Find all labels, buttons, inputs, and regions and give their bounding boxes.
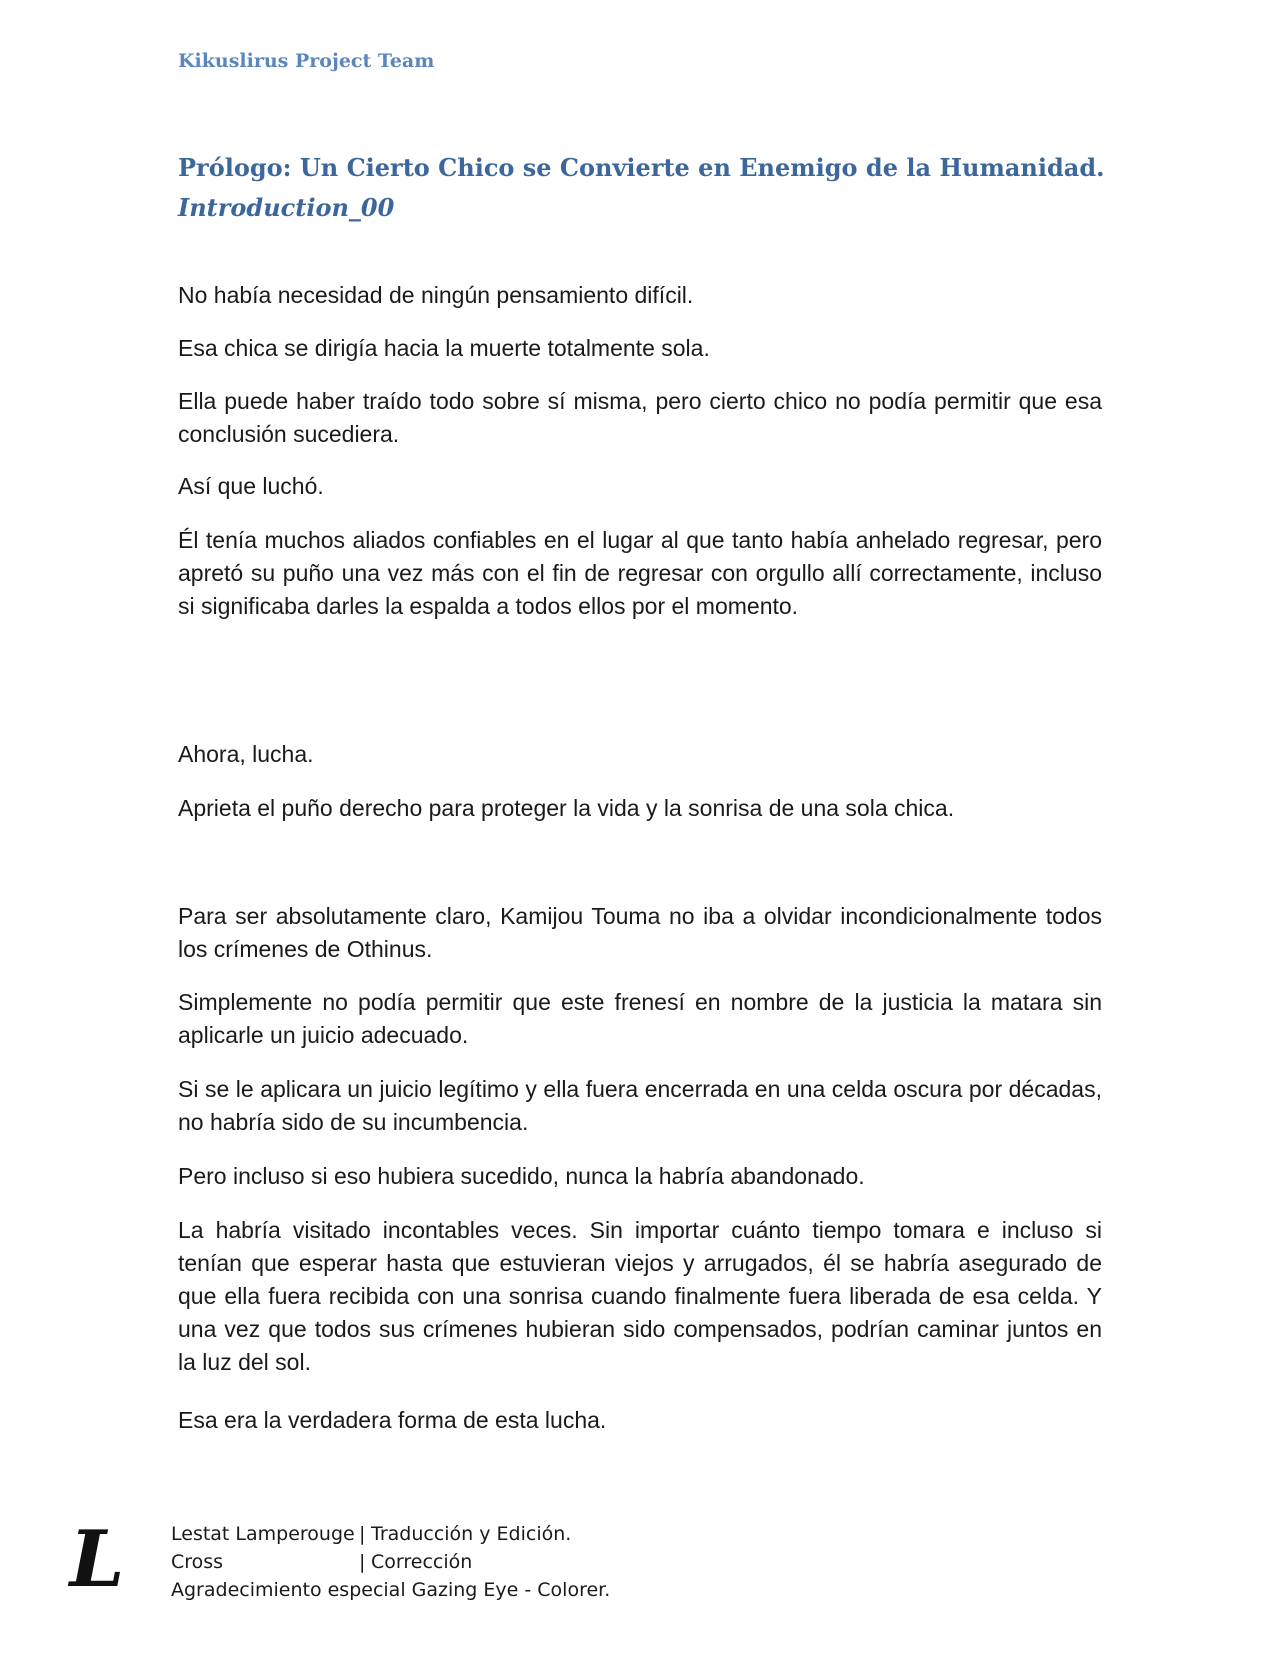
paragraph: Aprieta el puño derecho para proteger la vida y la sonrisa de una sola chica. bbox=[178, 795, 955, 821]
paragraph: Esa chica se dirigía hacia la muerte totalmente sola. bbox=[178, 335, 710, 361]
credit-role: Traducción y Edición. bbox=[371, 1523, 572, 1545]
paragraph: Ella puede haber traído todo sobre sí misma, pero cierto chico no podía permitir que esa conclusión sucediera. bbox=[178, 388, 1102, 447]
paragraph: Él tenía muchos aliados confiables en el lugar al que tanto había anhelado regresar, pero apretó su puño una vez más con el fin de regresar con orgullo allí correctamente, incluso si significaba darles la espalda a todos ellos por el momento. bbox=[178, 527, 1102, 619]
paragraph: Esa era la verdadera forma de esta lucha. bbox=[178, 1407, 607, 1433]
chapter-title: Prólogo: Un Cierto Chico se Convierte en Enemigo de la Humanidad. bbox=[178, 153, 1105, 182]
paragraph: No había necesidad de ningún pensamiento difícil. bbox=[178, 282, 694, 308]
team-header: Kikuslirus Project Team bbox=[178, 50, 435, 72]
credit-separator: | bbox=[359, 1523, 366, 1545]
logo-letter: L bbox=[69, 1522, 125, 1594]
paragraph: Simplemente no podía permitir que este frenesí en nombre de la justicia la matara sin aplicarle un juicio adecuado. bbox=[178, 989, 1102, 1048]
credit-row bbox=[171, 1520, 610, 1548]
credit-name: Cross bbox=[171, 1551, 224, 1573]
paragraph: Ahora, lucha. bbox=[178, 741, 314, 767]
credit-row bbox=[171, 1548, 610, 1576]
gothic-l-logo bbox=[66, 1522, 128, 1594]
credit-role: Corrección bbox=[371, 1551, 473, 1573]
chapter-subtitle: Introduction_00 bbox=[178, 193, 395, 222]
paragraph: Si se le aplicara un juicio legítimo y ella fuera encerrada en una celda oscura por décadas, no habría sido de su incumbencia. bbox=[178, 1076, 1102, 1135]
footer-credits bbox=[171, 1520, 610, 1604]
paragraph: La habría visitado incontables veces. Sin importar cuánto tiempo tomara e incluso si tenían que esperar hasta que estuvieran viejos y arrugados, él se habría asegurado de que ella fuera recibida con una sonrisa cuando finalmente fuera liberada de esa celda. Y una vez que todos sus crímenes hubieran sido compensados, podrían caminar juntos en la luz del sol. bbox=[178, 1217, 1102, 1375]
special-thanks: Agradecimiento especial Gazing Eye - Colorer. bbox=[171, 1579, 611, 1601]
credit-separator: | bbox=[359, 1551, 366, 1573]
paragraph: Así que luchó. bbox=[178, 473, 324, 499]
paragraph: Para ser absolutamente claro, Kamijou Touma no iba a olvidar incondicionalmente todos los crímenes de Othinus. bbox=[178, 903, 1102, 962]
paragraph: Pero incluso si eso hubiera sucedido, nunca la habría abandonado. bbox=[178, 1163, 865, 1189]
chapter-title-block bbox=[178, 148, 1118, 228]
credit-name: Lestat Lamperouge bbox=[171, 1523, 355, 1545]
